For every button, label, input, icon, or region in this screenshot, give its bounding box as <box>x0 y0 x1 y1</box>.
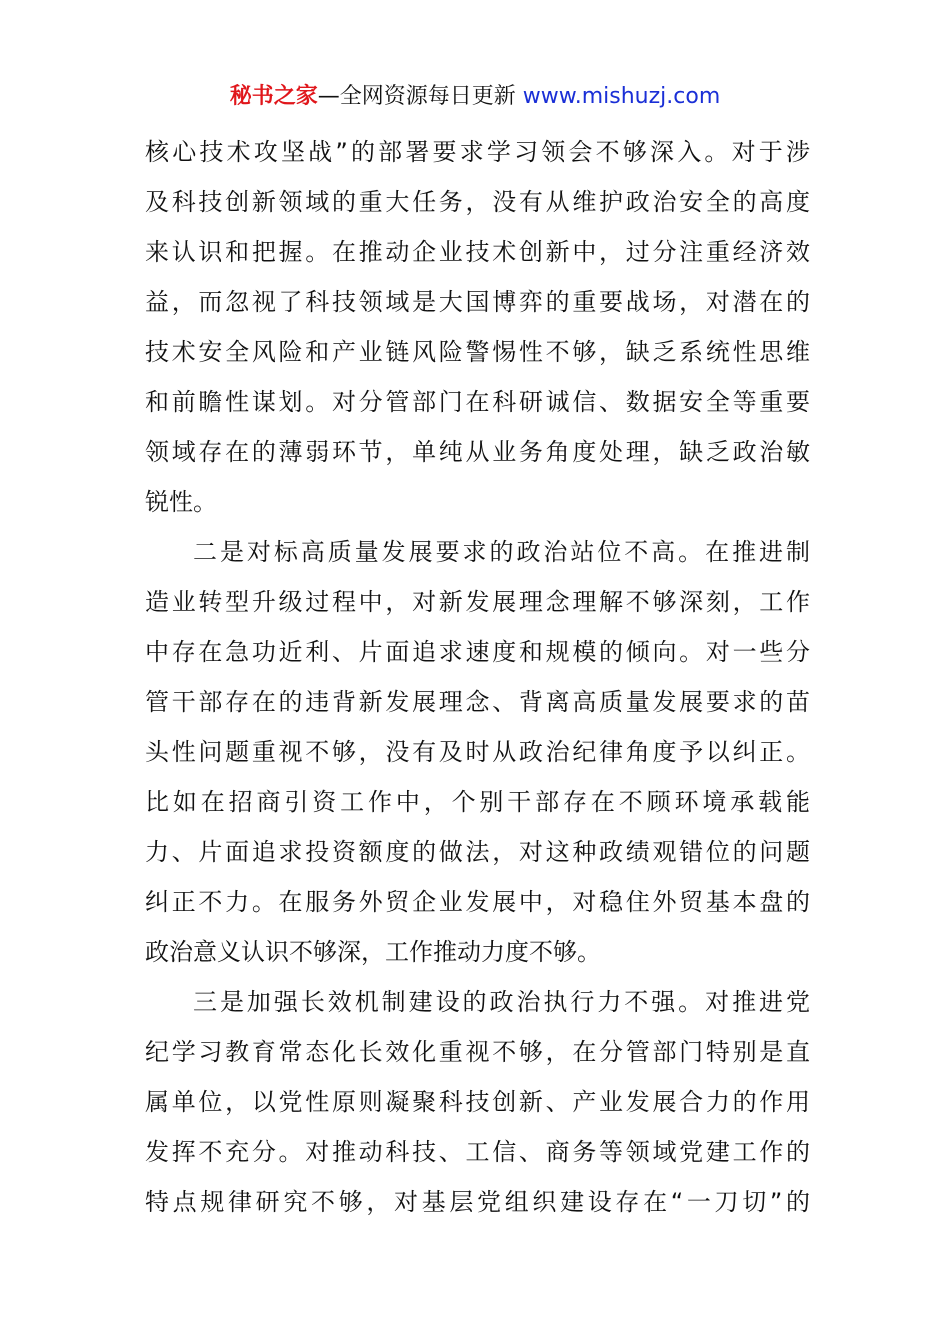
text-line: 核心技术攻坚战”的部署要求学习领会不够深入。对于涉 <box>145 138 810 166</box>
text-line: 技术安全风险和产业链风险警惕性不够，缺乏系统性思维 <box>145 338 810 366</box>
text-line: 纪学习教育常态化长效化重视不够，在分管部门特别是直 <box>145 1038 810 1066</box>
text-line: 来认识和把握。在推动企业技术创新中，过分注重经济效 <box>145 238 810 266</box>
text-line: 政治意义认识不够深，工作推动力度不够。 <box>145 938 601 966</box>
site-tagline: —全网资源每日更新 <box>317 84 516 109</box>
text-line: 纠正不力。在服务外贸企业发展中，对稳住外贸基本盘的 <box>145 888 810 916</box>
text-line: 中存在急功近利、片面追求速度和规模的倾向。对一些分 <box>145 638 810 666</box>
text-line: 头性问题重视不够，没有及时从政治纪律角度予以纠正。 <box>145 738 810 766</box>
text-line: 和前瞻性谋划。对分管部门在科研诚信、数据安全等重要 <box>145 388 810 416</box>
document-body <box>145 127 810 1227</box>
text-line: 锐性。 <box>145 488 217 516</box>
text-line: 益，而忽视了科技领域是大国博弈的重要战场，对潜在的 <box>145 288 810 316</box>
text-line: 力、片面追求投资额度的做法，对这种政绩观错位的问题 <box>145 838 810 866</box>
page-header <box>0 80 950 114</box>
text-line: 管干部存在的违背新发展理念、背离高质量发展要求的苗 <box>145 688 810 716</box>
site-url[interactable]: www.mishuzj.com <box>522 84 721 109</box>
text-line: 发挥不充分。对推动科技、工信、商务等领域党建工作的 <box>145 1138 810 1166</box>
text-line: 属单位，以党性原则凝聚科技创新、产业发展合力的作用 <box>145 1088 810 1116</box>
site-brand: 秘书之家 <box>229 84 318 109</box>
text-line: 造业转型升级过程中，对新发展理念理解不够深刻，工作 <box>145 588 810 616</box>
paragraph-start-line: 二是对标高质量发展要求的政治站位不高。在推进制 <box>193 538 810 566</box>
text-line: 比如在招商引资工作中，个别干部存在不顾环境承载能 <box>145 788 810 816</box>
text-line: 领域存在的薄弱环节，单纯从业务角度处理，缺乏政治敏 <box>145 438 810 466</box>
text-line: 及科技创新领域的重大任务，没有从维护政治安全的高度 <box>145 188 810 216</box>
text-line: 特点规律研究不够，对基层党组织建设存在“一刀切”的 <box>145 1188 810 1216</box>
paragraph-start-line: 三是加强长效机制建设的政治执行力不强。对推进党 <box>193 988 810 1016</box>
